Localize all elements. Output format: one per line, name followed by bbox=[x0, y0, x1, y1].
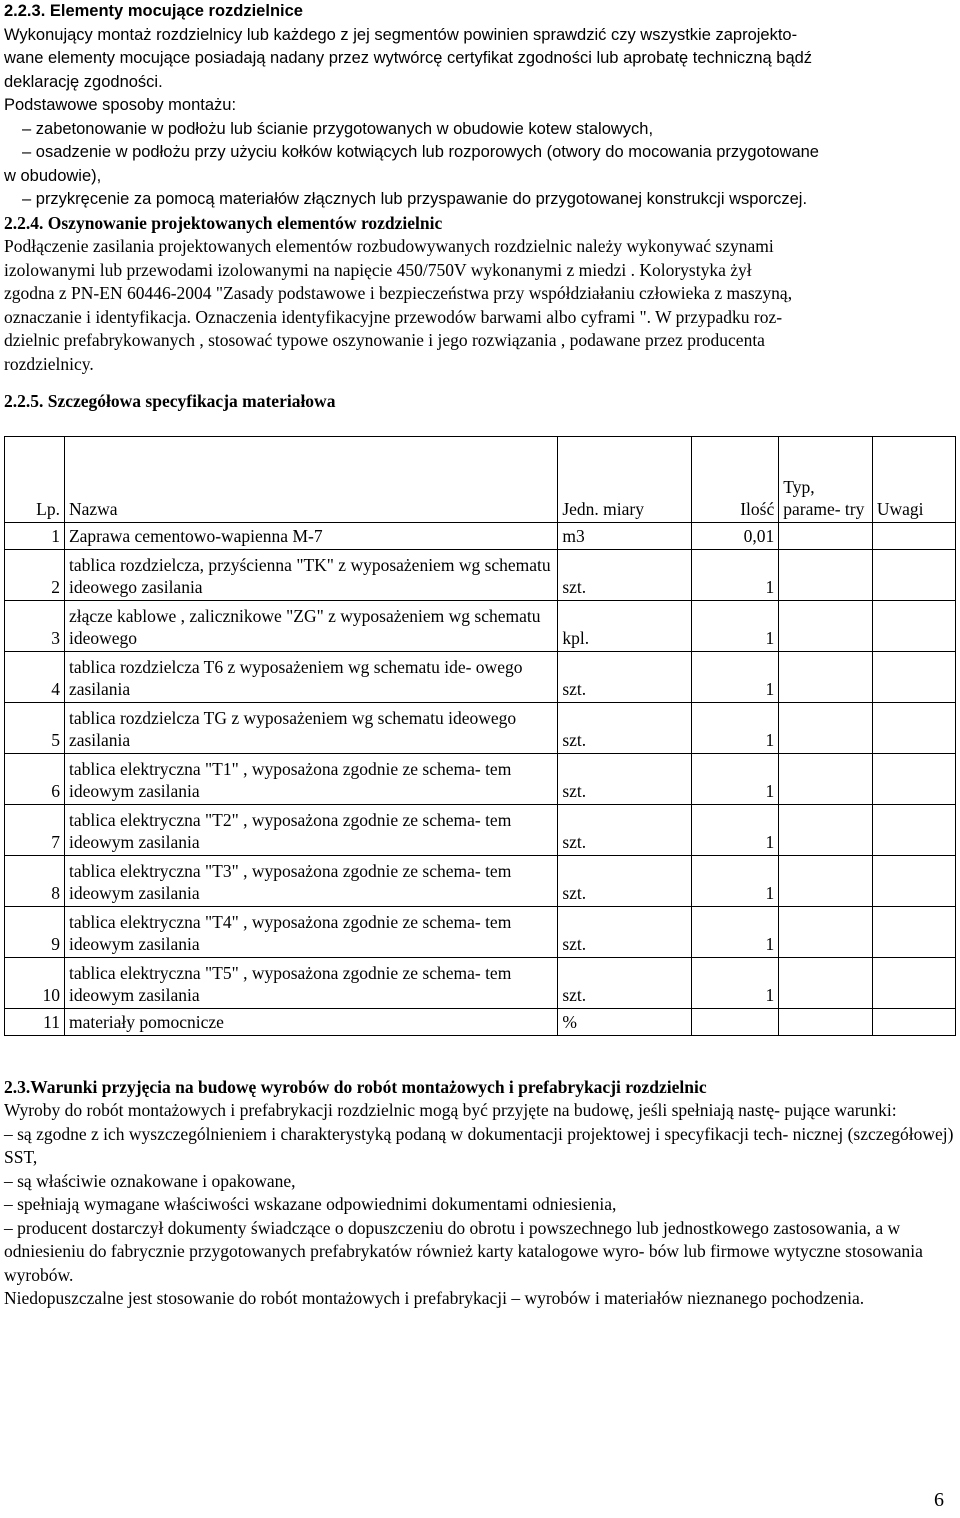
cell-type bbox=[779, 906, 873, 957]
cell-type bbox=[779, 522, 873, 549]
section-heading: 2.2.3. Elementy mocujące rozdzielnice bbox=[4, 2, 303, 20]
table-row bbox=[5, 855, 956, 906]
col-header-unit: Jedn. miary bbox=[558, 436, 692, 522]
cell-type bbox=[779, 549, 873, 600]
cell-name: tablica elektryczna "T4" , wyposażona zgodnie ze schema- tem ideowym zasilania bbox=[64, 906, 557, 957]
cell-notes bbox=[872, 906, 955, 957]
section-2-3 bbox=[4, 1076, 956, 1311]
cell-name: tablica rozdzielcza TG z wyposażeniem wg schematu ideowego zasilania bbox=[64, 702, 557, 753]
cell-qty: 1 bbox=[691, 906, 778, 957]
cell-name: tablica rozdzielcza T6 z wyposażeniem wg schematu ide- owego zasilania bbox=[64, 651, 557, 702]
paragraph-line: dzielnic prefabrykowanych , stosować typowe oszynowanie i jego rozwiązania , podawane przez producenta bbox=[4, 330, 765, 350]
cell-unit: szt. bbox=[558, 651, 692, 702]
table-header-row bbox=[5, 436, 956, 522]
cell-unit: szt. bbox=[558, 702, 692, 753]
col-header-notes: Uwagi bbox=[872, 436, 955, 522]
paragraph-line: Wykonujący montaż rozdzielnicy lub każdego z jej segmentów powinien sprawdzić czy wszystkie zaprojekto- bbox=[4, 25, 798, 44]
section-2-2-4 bbox=[4, 212, 956, 377]
table-row bbox=[5, 600, 956, 651]
cell-lp: 3 bbox=[5, 600, 65, 651]
cell-name: złącze kablowe , zalicznikowe "ZG" z wyposażeniem wg schematu ideowego bbox=[64, 600, 557, 651]
paragraph: Niedopuszczalne jest stosowanie do robót montażowych i prefabrykacji – wyrobów i materiałów nieznanego pochodzenia. bbox=[4, 1288, 865, 1308]
bullet-item: – są zgodne z ich wyszczególnieniem i charakterystyką podaną w dokumentacji projektowej i specyfikacji tech- nicznej (szczegółowej) SST, bbox=[4, 1123, 956, 1170]
cell-notes bbox=[872, 522, 955, 549]
cell-name: tablica elektryczna "T3" , wyposażona zgodnie ze schema- tem ideowym zasilania bbox=[64, 855, 557, 906]
cell-unit: szt. bbox=[558, 957, 692, 1008]
cell-lp: 10 bbox=[5, 957, 65, 1008]
cell-lp: 11 bbox=[5, 1008, 65, 1035]
bullet-item: – przykręcenie za pomocą materiałów złącznych lub przyspawanie do przygotowanej konstrukcji wsporczej. bbox=[4, 188, 956, 212]
cell-type bbox=[779, 1008, 873, 1035]
cell-name: tablica elektryczna "T1" , wyposażona zgodnie ze schema- tem ideowym zasilania bbox=[64, 753, 557, 804]
cell-notes bbox=[872, 651, 955, 702]
paragraph-line: rozdzielnicy. bbox=[4, 353, 94, 374]
cell-type bbox=[779, 804, 873, 855]
col-header-qty: Ilość bbox=[691, 436, 778, 522]
cell-qty: 1 bbox=[691, 651, 778, 702]
col-header-lp: Lp. bbox=[5, 436, 65, 522]
cell-type bbox=[779, 753, 873, 804]
table-row bbox=[5, 651, 956, 702]
bullet-item: – spełniają wymagane właściwości wskazane odpowiednimi dokumentami odniesienia, bbox=[4, 1193, 956, 1217]
cell-qty: 0,01 bbox=[691, 522, 778, 549]
paragraph-line: deklarację zgodności. bbox=[4, 72, 163, 91]
cell-name: materiały pomocnicze bbox=[64, 1008, 557, 1035]
cell-notes bbox=[872, 1008, 955, 1035]
cell-qty: 1 bbox=[691, 804, 778, 855]
cell-qty: 1 bbox=[691, 600, 778, 651]
cell-notes bbox=[872, 957, 955, 1008]
cell-type bbox=[779, 600, 873, 651]
cell-lp: 8 bbox=[5, 855, 65, 906]
cell-qty: 1 bbox=[691, 957, 778, 1008]
cell-lp: 5 bbox=[5, 702, 65, 753]
cell-type bbox=[779, 651, 873, 702]
section-heading: 2.3.Warunki przyjęcia na budowę wyrobów do robót montażowych i prefabrykacji rozdzielnic bbox=[4, 1076, 707, 1097]
cell-type bbox=[779, 855, 873, 906]
cell-unit: szt. bbox=[558, 753, 692, 804]
table-row bbox=[5, 906, 956, 957]
table-row bbox=[5, 957, 956, 1008]
cell-qty: 1 bbox=[691, 855, 778, 906]
cell-lp: 6 bbox=[5, 753, 65, 804]
paragraph-line: wane elementy mocujące posiadają nadany przez wytwórcę certyfikat zgodności lub aprobatę techniczną bądź bbox=[4, 49, 813, 67]
bullet-item: – są właściwie oznakowane i opakowane, bbox=[4, 1170, 956, 1194]
paragraph-line: Podstawowe sposoby montażu: bbox=[4, 96, 237, 114]
cell-unit: szt. bbox=[558, 804, 692, 855]
page-number: 6 bbox=[934, 1489, 944, 1511]
paragraph-line: izolowanymi lub przewodami izolowanymi na napięcie 450/750V wykonanymi z miedzi . Kolorystyka żył bbox=[4, 259, 752, 280]
paragraph: Wyroby do robót montażowych i prefabrykacji rozdzielnic mogą być przyjęte na budowę, jeśli spełniają nastę- pujące warunki: bbox=[4, 1100, 897, 1120]
cell-notes bbox=[872, 549, 955, 600]
bullet-item: – osadzenie w podłożu przy użyciu kołków kotwiących lub rozporowych (otwory do mocowania przygotowane bbox=[4, 141, 956, 165]
cell-lp: 7 bbox=[5, 804, 65, 855]
paragraph-line: zgodna z PN-EN 60446-2004 "Zasady podstawowe i bezpieczeństwa przy współdziałaniu człowieka z maszyną, bbox=[4, 283, 793, 303]
cell-qty: 1 bbox=[691, 753, 778, 804]
cell-name: tablica elektryczna "T2" , wyposażona zgodnie ze schema- tem ideowym zasilania bbox=[64, 804, 557, 855]
cell-unit: kpl. bbox=[558, 600, 692, 651]
paragraph-line: Podłączenie zasilania projektowanych elementów rozbudowywanych rozdzielnic należy wykonywać szynami bbox=[4, 236, 774, 256]
table-row bbox=[5, 522, 956, 549]
cell-name: tablica rozdzielcza, przyścienna "TK" z wyposażeniem wg schematu ideowego zasilania bbox=[64, 549, 557, 600]
table-row bbox=[5, 804, 956, 855]
cell-lp: 2 bbox=[5, 549, 65, 600]
table-row bbox=[5, 753, 956, 804]
cell-notes bbox=[872, 804, 955, 855]
bullet-continuation: w obudowie), bbox=[4, 166, 102, 185]
cell-notes bbox=[872, 702, 955, 753]
cell-type bbox=[779, 702, 873, 753]
table-row bbox=[5, 702, 956, 753]
bullet-item: – zabetonowanie w podłożu lub ścianie przygotowanych w obudowie kotew stalowych, bbox=[4, 118, 956, 142]
material-spec-table bbox=[4, 436, 956, 1036]
cell-qty: 1 bbox=[691, 549, 778, 600]
cell-unit: m3 bbox=[558, 522, 692, 549]
cell-notes bbox=[872, 600, 955, 651]
cell-lp: 1 bbox=[5, 522, 65, 549]
section-heading: 2.2.5. Szczegółowa specyfikacja materiałowa bbox=[4, 391, 336, 411]
cell-notes bbox=[872, 753, 955, 804]
cell-type bbox=[779, 957, 873, 1008]
cell-unit: % bbox=[558, 1008, 692, 1035]
cell-unit: szt. bbox=[558, 549, 692, 600]
cell-name: Zaprawa cementowo-wapienna M-7 bbox=[64, 522, 557, 549]
cell-qty: 1 bbox=[691, 702, 778, 753]
table-row bbox=[5, 1008, 956, 1035]
section-2-2-3 bbox=[4, 0, 956, 212]
section-2-2-5 bbox=[4, 390, 956, 1036]
cell-unit: szt. bbox=[558, 906, 692, 957]
cell-notes bbox=[872, 855, 955, 906]
paragraph-line: oznaczanie i identyfikacja. Oznaczenia identyfikacyjne przewodów barwami albo cyframi ". W przypadku roz- bbox=[4, 306, 783, 327]
cell-qty bbox=[691, 1008, 778, 1035]
cell-lp: 4 bbox=[5, 651, 65, 702]
table-row bbox=[5, 549, 956, 600]
section-heading: 2.2.4. Oszynowanie projektowanych elementów rozdzielnic bbox=[4, 212, 443, 233]
col-header-name: Nazwa bbox=[64, 436, 557, 522]
cell-unit: szt. bbox=[558, 855, 692, 906]
col-header-type: Typ, parame- try bbox=[779, 436, 873, 522]
bullet-item: – producent dostarczył dokumenty świadczące o dopuszczeniu do obrotu i powszechnego lub jednostkowego zastosowania, a w odniesieniu do fabrycznie przygotowanych prefabrykatów również karty katalogowe wyro- bów lub firmowe wytyczne stosowania wyrobów. bbox=[4, 1217, 956, 1288]
cell-lp: 9 bbox=[5, 906, 65, 957]
cell-name: tablica elektryczna "T5" , wyposażona zgodnie ze schema- tem ideowym zasilania bbox=[64, 957, 557, 1008]
